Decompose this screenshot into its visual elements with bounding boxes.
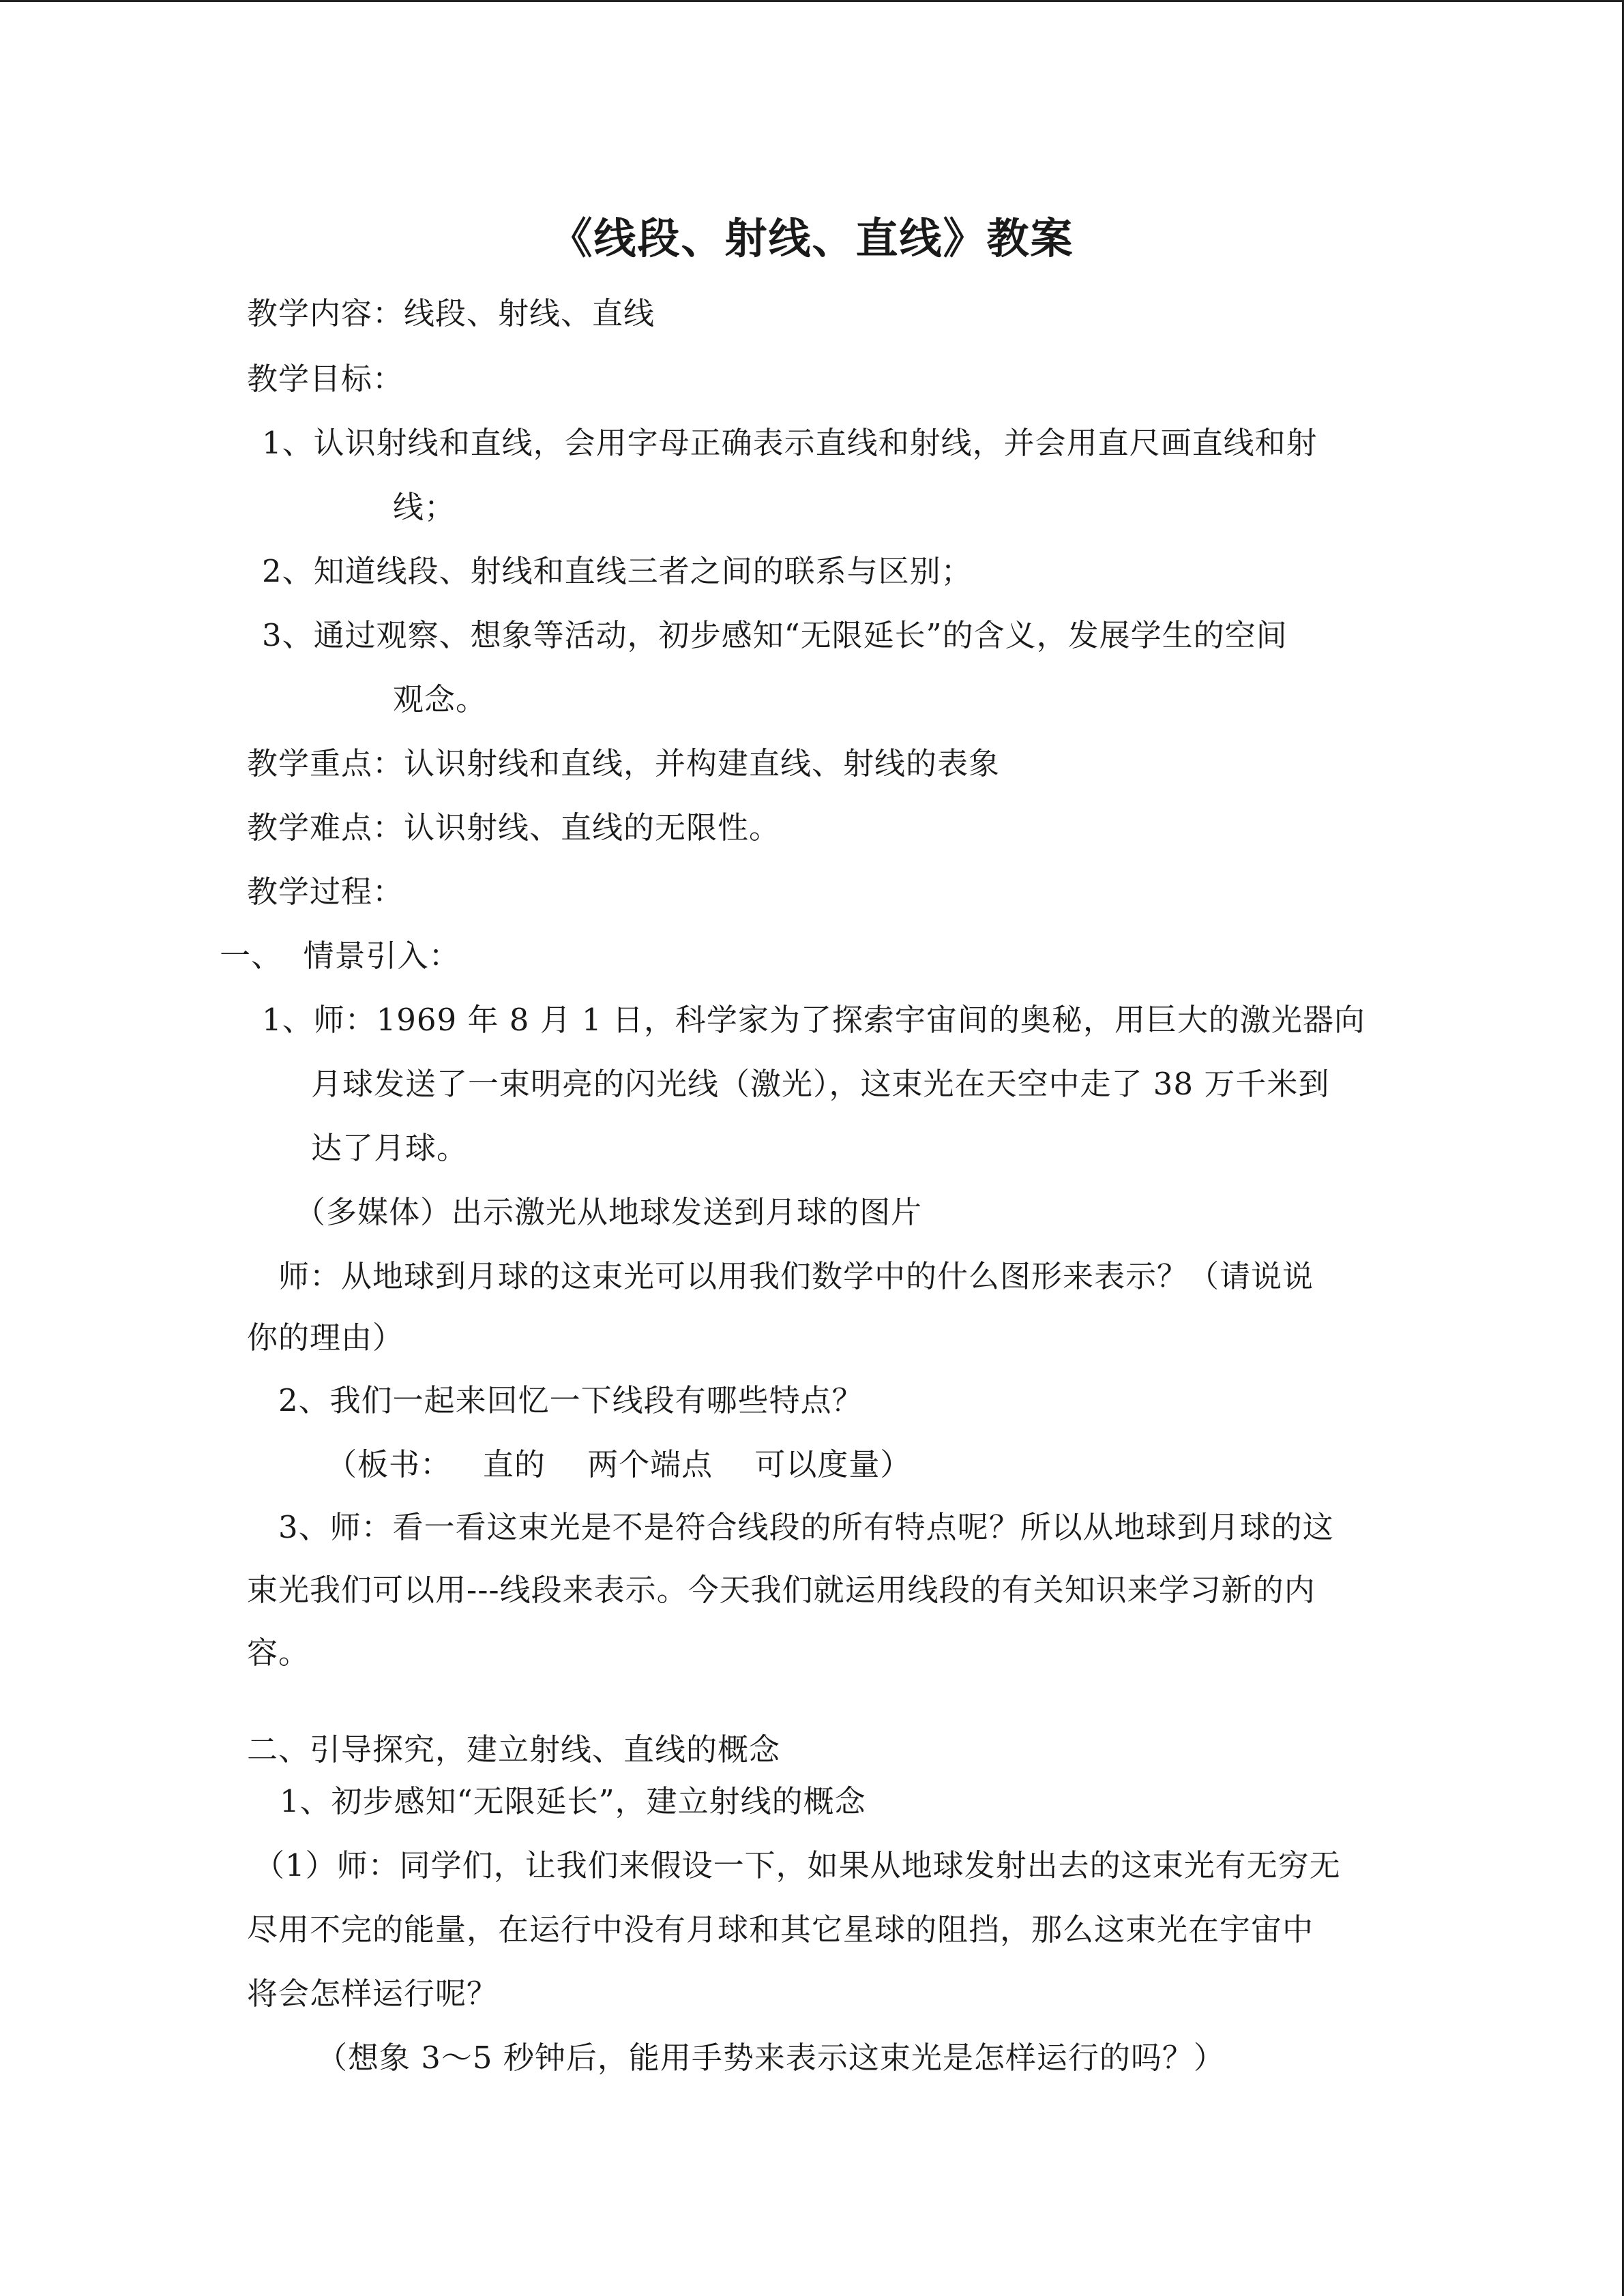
line-2-1: 1、初步感知“无限延长”，建立射线的概念 — [280, 1783, 866, 1819]
line-difficult-points: 教学难点：认识射线、直线的无限性。 — [247, 809, 781, 846]
line-teacher-question: 师：从地球到月球的这束光可以用我们数学中的什么图形来表示？（请说说 — [278, 1258, 1314, 1294]
line-objectives-heading: 教学目标： — [247, 361, 404, 397]
line-objective-1-cont: 线； — [393, 489, 456, 525]
line-teacher-question-cont: 你的理由） — [247, 1320, 404, 1356]
line-1-2: 2、我们一起来回忆一下线段有哪些特点？ — [278, 1382, 863, 1418]
line-blackboard: （板书： 直的 两个端点 可以度量） — [326, 1446, 912, 1482]
line-imagine: （想象 3～5 秒钟后，能用手势来表示这束光是怎样运行的吗？） — [316, 2040, 1225, 2076]
line-section-1-heading: 一、 情景引入： — [220, 938, 460, 974]
line-1-1: 1、师：1969 年 8 月 1 日，科学家为了探索宇宙间的奥秘，用巨大的激光器向 — [262, 1002, 1365, 1038]
line-section-2-heading: 二、引导探究，建立射线、直线的概念 — [247, 1731, 781, 1768]
line-objective-3: 3、通过观察、想象等活动，初步感知“无限延长”的含义，发展学生的空间 — [262, 617, 1288, 653]
line-process-heading: 教学过程： — [247, 874, 404, 910]
line-1-1-cont: 月球发送了一束明亮的闪光线（激光），这束光在天空中走了 38 万千米到 — [311, 1066, 1330, 1102]
line-2-1-1: （1）师：同学们，让我们来假设一下，如果从地球发射出去的这束光有无穷无 — [254, 1847, 1341, 1883]
line-1-3: 3、师：看一看这束光是不是符合线段的所有特点呢？所以从地球到月球的这 — [278, 1509, 1334, 1545]
line-objective-2: 2、知道线段、射线和直线三者之间的联系与区别； — [262, 553, 973, 589]
line-objective-1: 1、认识射线和直线，会用字母正确表示直线和射线，并会用直尺画直线和射 — [262, 425, 1318, 461]
line-2-1-1-cont: 尽用不完的能量，在运行中没有月球和其它星球的阻挡，那么这束光在宇宙中 — [247, 1911, 1314, 1948]
line-key-points: 教学重点：认识射线和直线，并构建直线、射线的表象 — [247, 745, 1001, 781]
line-objective-3-cont: 观念。 — [393, 681, 488, 717]
line-1-3-cont: 束光我们可以用---线段来表示。今天我们就运用线段的有关知识来学习新的内 — [247, 1572, 1316, 1608]
line-multimedia: （多媒体）出示激光从地球发送到月球的图片 — [295, 1194, 923, 1230]
line-1-1-cont2: 达了月球。 — [311, 1130, 469, 1166]
page-title: 《线段、射线、直线》教案 — [550, 213, 1074, 263]
line-content: 教学内容：线段、射线、直线 — [247, 295, 655, 331]
line-2-1-1-cont2: 将会怎样运行呢？ — [247, 1976, 499, 2012]
line-1-3-cont2: 容。 — [247, 1635, 310, 1671]
